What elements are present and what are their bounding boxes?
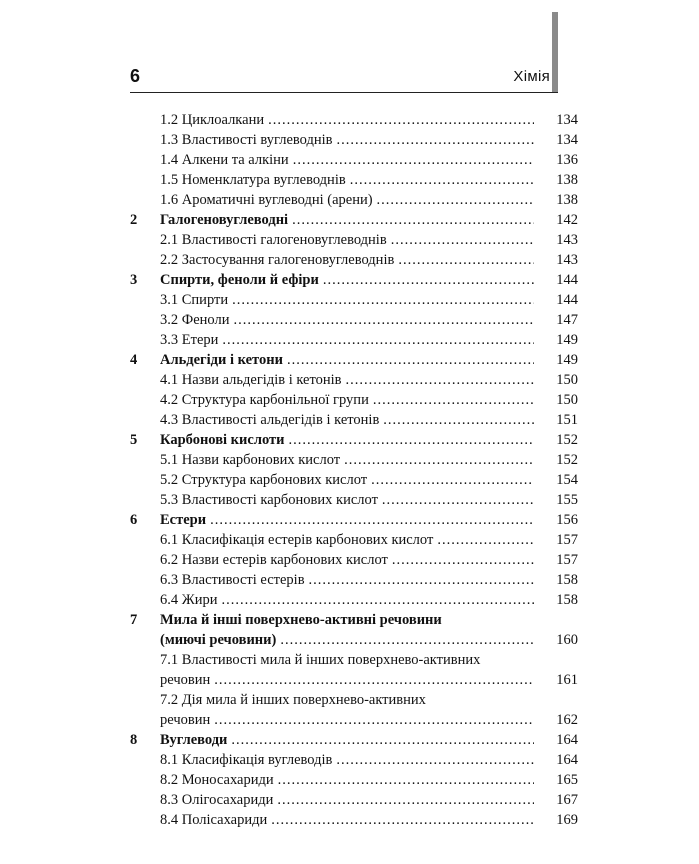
toc-dot-leader [277, 790, 534, 810]
toc-page-number: 149 [556, 352, 578, 368]
toc-chapter-number: 6 [130, 512, 138, 528]
toc-section-row [130, 550, 578, 570]
toc-section-row [130, 310, 578, 330]
toc-entry-label: речовин [160, 712, 211, 728]
toc-page-number: 134 [556, 132, 578, 148]
toc-entry-label: Галогеновуглеводні [160, 212, 289, 228]
toc-entry-label: 7.1 Властивості мила й інших поверхнево-активних [160, 652, 481, 668]
toc-entry-label: 7.2 Дія мила й інших поверхнево-активних [160, 692, 426, 708]
toc-entry-label: Альдегіди і кетони [160, 352, 283, 368]
toc-page-number: 157 [556, 532, 578, 548]
toc-page-number: 156 [556, 512, 578, 528]
toc-page-number: 138 [556, 172, 578, 188]
toc-dot-leader [278, 770, 534, 790]
toc-section-row [130, 150, 578, 170]
toc-entry-label: 3.3 Етери [160, 332, 219, 348]
toc-page-number: 152 [556, 452, 578, 468]
toc-entry-label: 5.3 Властивості карбонових кислот [160, 492, 378, 508]
toc-section-row [130, 770, 578, 790]
toc-section-row [130, 590, 578, 610]
toc-page-number: 147 [556, 312, 578, 328]
toc-dot-leader [233, 310, 534, 330]
toc-page-number: 165 [556, 772, 578, 788]
toc-dot-leader [210, 510, 534, 530]
page-number: 6 [130, 66, 141, 86]
toc-entry-label: 1.6 Ароматичні вуглеводні (арени) [160, 192, 373, 208]
toc-page-number: 134 [556, 112, 578, 128]
toc-dot-leader [214, 710, 534, 730]
toc-dot-leader [268, 110, 534, 130]
toc-entry-label: (миючі речовини) [160, 632, 277, 648]
toc-chapter-number: 3 [130, 272, 138, 288]
toc-chapter-row [130, 730, 578, 750]
toc-chapter-number: 4 [130, 352, 138, 368]
toc-section-row [130, 530, 578, 550]
toc-section-row [130, 390, 578, 410]
toc-entry-label: 1.3 Властивості вуглеводнів [160, 132, 333, 148]
toc-chapter-row [130, 350, 578, 370]
toc-chapter-row [130, 430, 578, 450]
toc-dot-leader [287, 350, 534, 370]
toc-page-number: 143 [556, 232, 578, 248]
toc-entry-label: 6.4 Жири [160, 592, 218, 608]
toc-section-row [130, 330, 578, 350]
toc-dot-leader [377, 190, 534, 210]
toc-page-number: 167 [556, 792, 578, 808]
toc-page-number: 136 [556, 152, 578, 168]
toc-entry-label: 8.4 Полісахариди [160, 812, 268, 828]
toc-entry-label: 8.3 Олігосахариди [160, 792, 274, 808]
toc-dot-leader [222, 590, 534, 610]
toc-page-number: 144 [556, 272, 578, 288]
toc-dot-leader [280, 630, 534, 650]
toc-section-row [130, 170, 578, 190]
toc-page-number: 144 [556, 292, 578, 308]
toc-page-number: 150 [556, 392, 578, 408]
toc-dot-leader [289, 430, 535, 450]
toc-page-number: 142 [556, 212, 578, 228]
toc-chapter-row [130, 610, 578, 630]
toc-entry-label: 4.2 Структура карбонільної групи [160, 392, 369, 408]
toc-dot-leader [222, 330, 534, 350]
toc-section-row [130, 190, 578, 210]
toc-chapter-row [130, 270, 578, 290]
toc-dot-leader [373, 390, 534, 410]
toc-page-number: 149 [556, 332, 578, 348]
toc-entry-label: речовин [160, 672, 211, 688]
page-header [130, 66, 558, 93]
toc-section-row [130, 490, 578, 510]
toc-page-number: 138 [556, 192, 578, 208]
toc-dot-leader [382, 490, 534, 510]
toc-entry-label: 6.1 Класифікація естерів карбонових кислот [160, 532, 434, 548]
toc-dot-leader [231, 730, 534, 750]
toc-dot-leader [232, 290, 534, 310]
toc-entry-label: Спирти, феноли й ефіри [160, 272, 319, 288]
toc-section-row [130, 810, 578, 830]
toc-entry-label: 5.1 Назви карбонових кислот [160, 452, 341, 468]
toc-entry-label: 3.2 Феноли [160, 312, 230, 328]
toc-dot-leader [383, 410, 534, 430]
toc-entry-label: 4.1 Назви альдегідів і кетонів [160, 372, 342, 388]
toc-entry-label: Карбонові кислоти [160, 432, 285, 448]
toc-page-number: 143 [556, 252, 578, 268]
toc-entry-label: 6.3 Властивості естерів [160, 572, 305, 588]
toc-chapter-number: 8 [130, 732, 138, 748]
toc-page-number: 161 [556, 672, 578, 688]
toc-section-row [130, 290, 578, 310]
toc-page-number: 157 [556, 552, 578, 568]
toc-page-number: 158 [556, 592, 578, 608]
toc-entry-label: Вуглеводи [160, 732, 228, 748]
toc-dot-leader [309, 570, 534, 590]
toc-chapter-row [130, 510, 578, 530]
toc-chapter-number: 5 [130, 432, 138, 448]
toc-dot-leader [392, 550, 534, 570]
toc-section-row [130, 750, 578, 770]
toc-page-number: 169 [556, 812, 578, 828]
toc-entry-label: 1.5 Номенклатура вуглеводнів [160, 172, 346, 188]
toc-chapter-number: 2 [130, 212, 138, 228]
toc-entry-label: 4.3 Властивості альдегідів і кетонів [160, 412, 380, 428]
toc-page-number: 164 [556, 752, 578, 768]
toc-section-row [130, 690, 578, 710]
toc-page-number: 152 [556, 432, 578, 448]
toc-dot-leader [371, 470, 534, 490]
toc-section-row [130, 250, 578, 270]
toc-dot-leader [437, 530, 534, 550]
toc-page-number: 150 [556, 372, 578, 388]
toc-page-number: 151 [556, 412, 578, 428]
toc-dot-leader [346, 370, 535, 390]
toc-section-row [130, 650, 578, 670]
toc-chapter-row [130, 210, 578, 230]
toc-dot-leader [350, 170, 534, 190]
toc-entry-label: 5.2 Структура карбонових кислот [160, 472, 368, 488]
toc-page-number: 160 [556, 632, 578, 648]
toc-dot-leader [344, 450, 534, 470]
toc-section-row [130, 570, 578, 590]
toc-section-row [130, 410, 578, 430]
toc-section-row [130, 110, 578, 130]
toc-entry-label: 1.4 Алкени та алкіни [160, 152, 289, 168]
toc-chapter-row [130, 630, 578, 650]
toc-page-number: 164 [556, 732, 578, 748]
toc-section-row [130, 130, 578, 150]
toc-dot-leader [271, 810, 534, 830]
toc-section-row [130, 470, 578, 490]
toc-dot-leader [323, 270, 534, 290]
toc-page-number: 162 [556, 712, 578, 728]
toc-dot-leader [336, 750, 534, 770]
toc-entry-label: 1.2 Циклоалкани [160, 112, 265, 128]
toc-entry-label: 3.1 Спирти [160, 292, 229, 308]
toc-entry-label: 2.2 Застосування галогеновуглеводнів [160, 252, 395, 268]
toc-dot-leader [292, 210, 534, 230]
toc-dot-leader [214, 670, 534, 690]
toc-dot-leader [398, 250, 534, 270]
toc-entry-label: 6.2 Назви естерів карбонових кислот [160, 552, 388, 568]
toc-entry-label: 2.1 Властивості галогеновуглеводнів [160, 232, 387, 248]
toc-page-number: 158 [556, 572, 578, 588]
toc-dot-leader [293, 150, 534, 170]
toc-section-row [130, 230, 578, 250]
toc-dot-leader [337, 130, 535, 150]
toc-page-number: 154 [556, 472, 578, 488]
toc-entry-label: Мила й інші поверхнево-активні речовини [160, 612, 442, 628]
toc-section-row [130, 790, 578, 810]
toc-section-row [130, 710, 578, 730]
book-title: Хімія [513, 68, 550, 85]
toc-section-row [130, 450, 578, 470]
toc-entry-label: 8.2 Моносахариди [160, 772, 274, 788]
toc-entry-label: Естери [160, 512, 207, 528]
toc-section-row [130, 670, 578, 690]
toc-chapter-number: 7 [130, 612, 138, 628]
toc-section-row [130, 370, 578, 390]
toc-dot-leader [391, 230, 534, 250]
toc-page-number: 155 [556, 492, 578, 508]
toc-entry-label: 8.1 Класифікація вуглеводів [160, 752, 333, 768]
table-of-contents [130, 110, 578, 830]
